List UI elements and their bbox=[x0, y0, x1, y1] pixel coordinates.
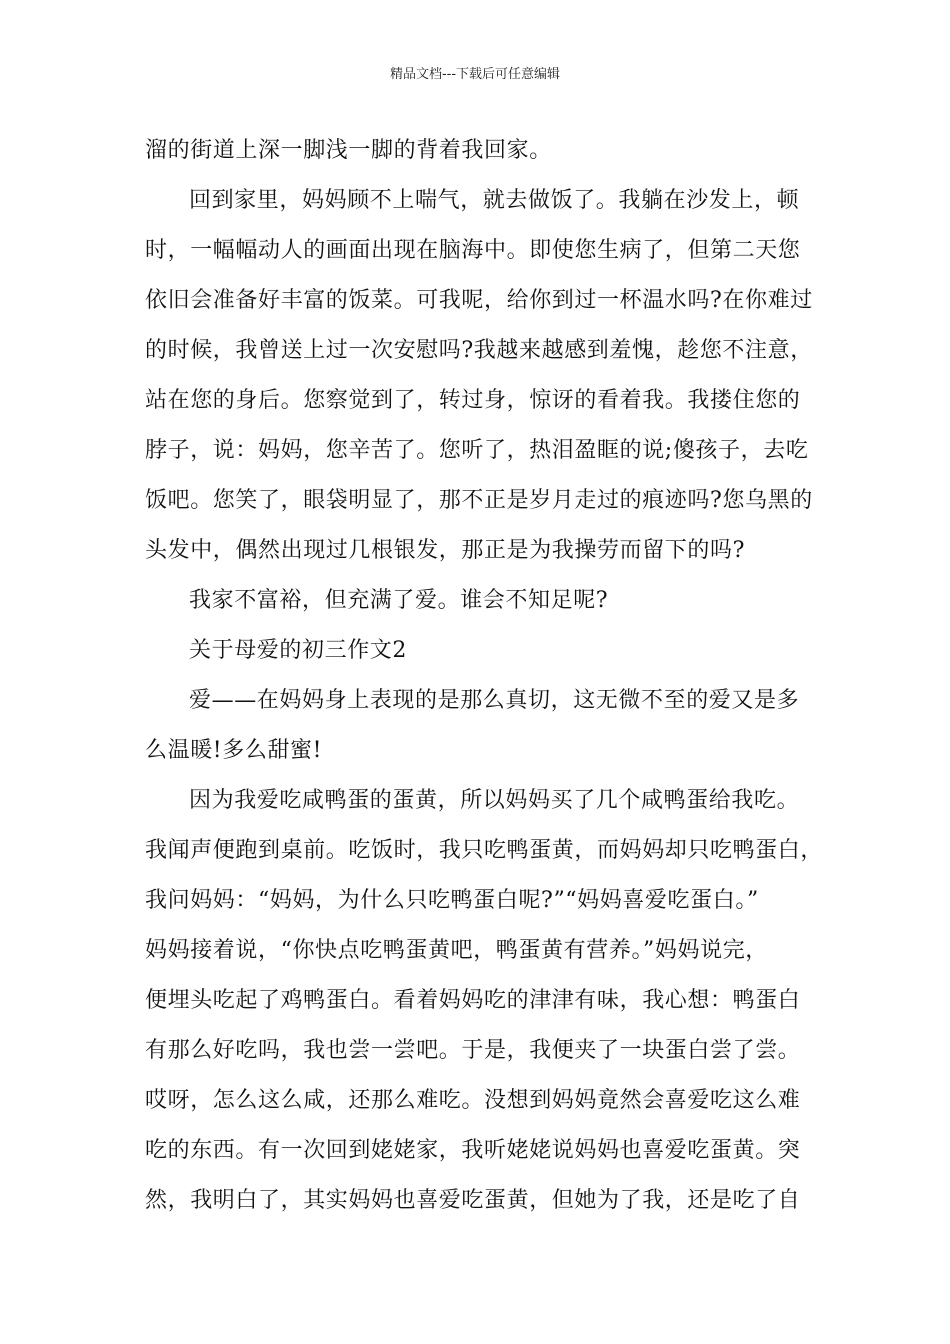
text-line: 我问妈妈：“妈妈，为什么只吃鸭蛋白呢?”“妈妈喜爱吃蛋白。” bbox=[145, 888, 759, 913]
text-line: 依旧会准备好丰富的饭菜。可我呢，给你到过一杯温水吗?在你难过 bbox=[145, 288, 813, 313]
text-line: 头发中，偶然出现过几根银发，那正是为我操劳而留下的吗? bbox=[145, 538, 745, 563]
text-line: 脖子，说：妈妈，您辛苦了。您听了，热泪盈眶的说;傻孩子，去吃 bbox=[145, 438, 809, 463]
text-line: 我闻声便跑到桌前。吃饭时，我只吃鸭蛋黄，而妈妈却只吃鸭蛋白， bbox=[145, 838, 824, 863]
text-line: 回到家里，妈妈顾不上喘气，就去做饭了。我躺在沙发上，顿 bbox=[189, 188, 800, 213]
text-line: 因为我爱吃咸鸭蛋的蛋黄，所以妈妈买了几个咸鸭蛋给我吃。 bbox=[189, 788, 800, 813]
text-line: 站在您的身后。您察觉到了，转过身，惊讶的看着我。我搂住您的 bbox=[145, 388, 801, 413]
text-line: 妈妈接着说，“你快点吃鸭蛋黄吧，鸭蛋黄有营养。”妈妈说完， bbox=[145, 938, 768, 963]
text-line: 有那么好吃吗，我也尝一尝吧。于是，我便夹了一块蛋白尝了尝。 bbox=[145, 1038, 801, 1063]
body-text bbox=[145, 126, 824, 1226]
text-line: 便埋头吃起了鸡鸭蛋白。看着妈妈吃的津津有味，我心想：鸭蛋白 bbox=[145, 988, 801, 1013]
text-line: 然，我明白了，其实妈妈也喜爱吃蛋黄，但她为了我，还是吃了自 bbox=[145, 1188, 801, 1213]
text-line: 关于母爱的初三作文2 bbox=[189, 638, 407, 663]
text-line: 我家不富裕，但充满了爱。谁会不知足呢? bbox=[189, 588, 609, 613]
text-line: 吃的东西。有一次回到姥姥家，我听姥姥说妈妈也喜爱吃蛋黄。突 bbox=[145, 1138, 801, 1163]
text-line: 饭吧。您笑了，眼袋明显了，那不正是岁月走过的痕迹吗?您乌黑的 bbox=[145, 488, 813, 513]
text-line: 么温暖!多么甜蜜! bbox=[145, 738, 323, 763]
page-header: 精品文档---下载后可任意编辑 bbox=[389, 67, 561, 82]
text-line: 的时候，我曾送上过一次安慰吗?我越来越感到羞愧，趁您不注意， bbox=[145, 338, 813, 363]
text-line: 时，一幅幅动人的画面出现在脑海中。即使您生病了，但第二天您 bbox=[145, 238, 801, 263]
text-line: 溜的街道上深一脚浅一脚的背着我回家。 bbox=[145, 138, 552, 163]
text-line: 爱——在妈妈身上表现的是那么真切，这无微不至的爱又是多 bbox=[189, 688, 800, 713]
text-line: 哎呀，怎么这么咸，还那么难吃。没想到妈妈竟然会喜爱吃这么难 bbox=[145, 1088, 801, 1113]
